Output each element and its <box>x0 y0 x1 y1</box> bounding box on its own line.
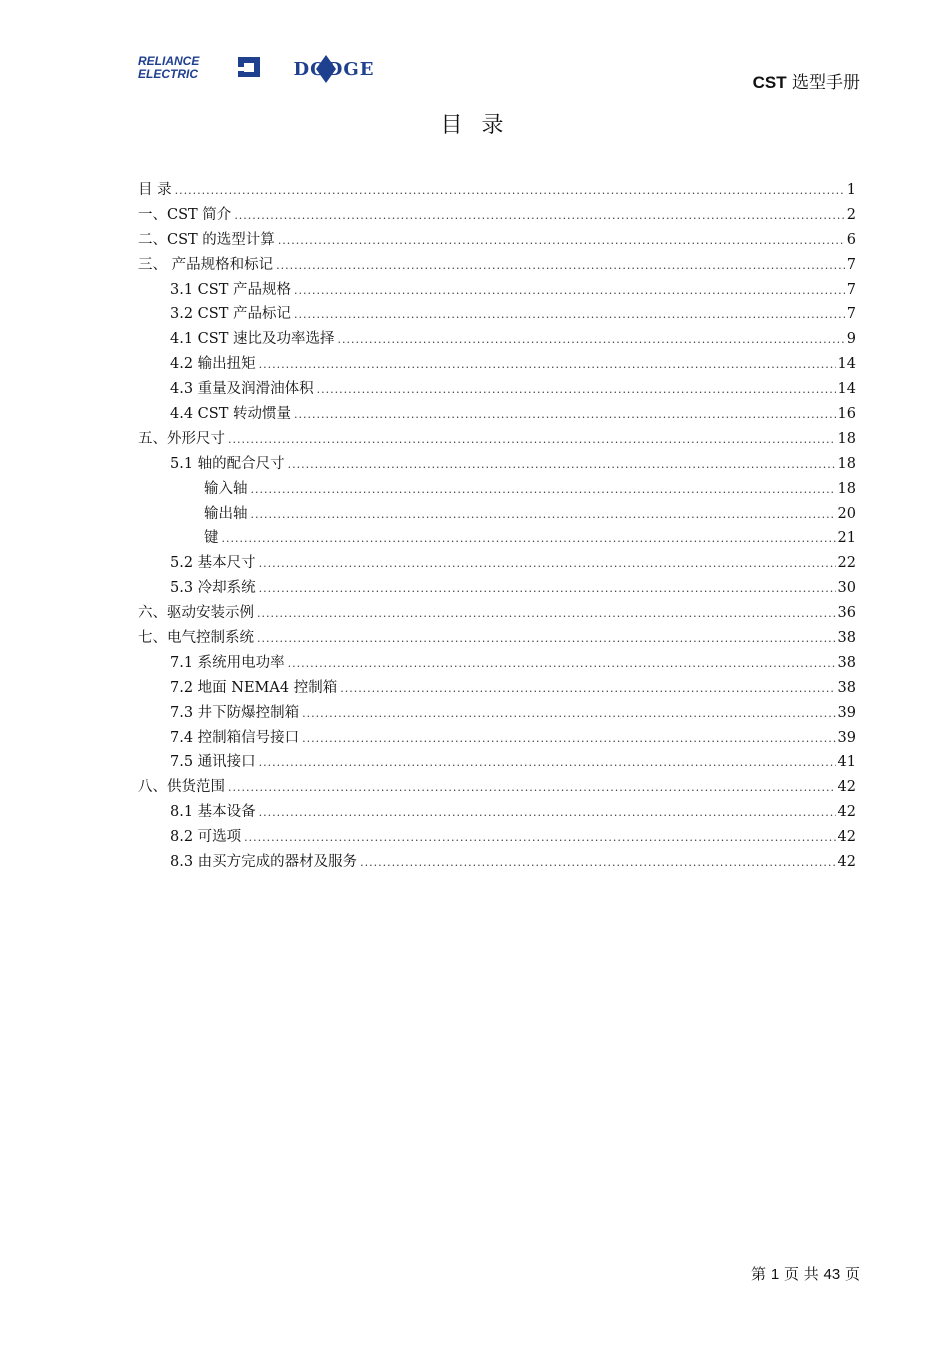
toc-entry-label: 二、CST 的选型计算 <box>138 231 275 248</box>
toc-dot-leader <box>251 508 836 521</box>
toc-dot-leader <box>175 184 845 197</box>
toc-entry-page: 7 <box>846 306 856 323</box>
toc-entry[interactable] <box>138 452 856 477</box>
toc-entry-page: 18 <box>837 455 856 472</box>
toc-entry[interactable] <box>138 526 856 551</box>
toc-entry-page: 18 <box>837 480 856 497</box>
toc-entry[interactable] <box>138 551 856 576</box>
toc-dot-leader <box>251 483 836 496</box>
toc-entry[interactable] <box>138 377 856 402</box>
toc-dot-leader <box>228 781 836 794</box>
toc-heading: 目 录 <box>440 113 510 138</box>
toc-dot-leader <box>257 632 836 645</box>
toc-entry[interactable] <box>138 676 856 701</box>
footer-page-number: 1 <box>770 1266 780 1283</box>
toc-entry-page: 39 <box>837 704 856 721</box>
toc-entry-page: 20 <box>837 505 856 522</box>
toc-entry-label: 8.2 可选项 <box>170 829 242 846</box>
toc-dot-leader <box>278 234 845 247</box>
toc-dot-leader <box>244 831 835 844</box>
toc-dot-leader <box>259 557 836 570</box>
dodge-logo-text: DODGE <box>293 59 375 80</box>
manual-title-cn: 选型手册 <box>792 73 860 93</box>
toc-entry-page: 41 <box>837 754 856 771</box>
toc-entry-page: 7 <box>846 256 856 273</box>
toc-entry[interactable] <box>138 576 856 601</box>
toc-entry[interactable] <box>138 726 856 751</box>
toc-entry-label: 5.2 基本尺寸 <box>170 555 256 572</box>
toc-dot-leader <box>302 732 835 745</box>
toc-entry-label: 八、供货范围 <box>138 779 225 796</box>
toc-entry-page: 39 <box>837 729 856 746</box>
toc-entry[interactable] <box>138 775 856 800</box>
toc-entry-label: 五、外形尺寸 <box>138 430 225 447</box>
toc-dot-leader <box>228 433 836 446</box>
toc-entry-page: 38 <box>837 630 856 647</box>
footer-prefix: 第 <box>751 1265 767 1283</box>
toc-entry-page: 21 <box>837 530 856 547</box>
footer-mid: 页 共 <box>783 1265 819 1283</box>
toc-entry[interactable] <box>138 302 856 327</box>
toc-entry[interactable] <box>138 427 856 452</box>
toc-entry-page: 30 <box>837 580 856 597</box>
toc-entry-label: 七、电气控制系统 <box>138 630 254 647</box>
toc-entry-page: 38 <box>837 654 856 671</box>
reliance-electric-logo <box>138 54 262 80</box>
toc-entry[interactable] <box>138 278 856 303</box>
toc-entry-label: 键 <box>204 530 219 547</box>
toc-entry-label: 4.2 输出扭矩 <box>170 356 256 373</box>
toc-entry-label: 5.3 冷却系统 <box>170 580 256 597</box>
toc-entry[interactable] <box>138 626 856 651</box>
toc-dot-leader <box>259 582 836 595</box>
toc-entry-label: 7.4 控制箱信号接口 <box>170 729 300 746</box>
toc-entry-page: 1 <box>846 182 856 198</box>
toc-dot-leader <box>302 707 835 720</box>
toc-dot-leader <box>257 607 836 620</box>
toc-entry[interactable] <box>138 601 856 626</box>
toc-entry[interactable] <box>138 750 856 775</box>
toc-entry-page: 6 <box>846 231 856 248</box>
toc-entry-page: 42 <box>837 829 856 846</box>
toc-dot-leader <box>276 259 845 272</box>
toc-dot-leader <box>360 856 835 869</box>
toc-entry-page: 42 <box>837 854 856 871</box>
toc-entry[interactable] <box>138 701 856 726</box>
toc-dot-leader <box>222 532 836 545</box>
toc-entry[interactable] <box>138 352 856 377</box>
toc-dot-leader <box>259 358 836 371</box>
toc-entry-label: 8.1 基本设备 <box>170 804 256 821</box>
toc-entry-label: 7.3 井下防爆控制箱 <box>170 704 300 721</box>
toc-entry-label: 六、驱动安装示例 <box>138 605 254 622</box>
toc-entry[interactable] <box>138 800 856 825</box>
toc-entry-label: 4.3 重量及润滑油体积 <box>170 381 314 398</box>
toc-dot-leader <box>259 756 836 769</box>
toc-entry-label: 3.1 CST 产品规格 <box>170 281 291 298</box>
toc-entry-label: 输出轴 <box>204 505 248 522</box>
toc-entry-page: 38 <box>837 679 856 696</box>
toc-dot-leader <box>317 383 836 396</box>
toc-entry[interactable] <box>138 651 856 676</box>
toc-entry-label: 4.4 CST 转动惯量 <box>170 406 291 423</box>
toc-dot-leader <box>288 458 836 471</box>
toc-dot-leader <box>259 806 836 819</box>
toc-entry[interactable] <box>138 228 856 253</box>
toc-entry-page: 14 <box>837 381 856 398</box>
toc-dot-leader <box>337 333 844 346</box>
toc-entry[interactable] <box>138 825 856 850</box>
toc-entry-page: 22 <box>837 555 856 572</box>
toc-entry-label: 3.2 CST 产品标记 <box>170 306 291 323</box>
toc-entry[interactable] <box>138 327 856 352</box>
toc-entry-label: 一、CST 简介 <box>138 206 232 223</box>
toc-entry-label: 4.1 CST 速比及功率选择 <box>170 331 335 348</box>
toc-entry[interactable] <box>138 850 856 875</box>
toc-entry-label: 三、 产品规格和标记 <box>138 256 274 273</box>
footer-total-pages: 43 <box>823 1266 841 1283</box>
table-of-contents <box>138 178 856 875</box>
toc-entry-page: 14 <box>837 356 856 373</box>
toc-dot-leader <box>340 682 835 695</box>
page-footer <box>751 1263 860 1284</box>
toc-entry-label: 8.3 由买方完成的器材及服务 <box>170 854 358 871</box>
toc-entry[interactable] <box>138 178 856 203</box>
toc-entry[interactable] <box>138 502 856 527</box>
toc-entry[interactable] <box>138 402 856 427</box>
toc-entry-page: 7 <box>846 281 856 298</box>
toc-entry-label: 输入轴 <box>204 480 248 497</box>
toc-dot-leader <box>294 284 845 297</box>
toc-dot-leader <box>294 408 836 421</box>
toc-entry-page: 2 <box>846 206 856 223</box>
toc-entry-label: 目 录 <box>138 182 172 198</box>
reliance-logo-line1: RELIANCE <box>138 54 200 68</box>
toc-entry-page: 16 <box>837 406 856 423</box>
toc-entry-page: 36 <box>837 605 856 622</box>
toc-entry-label: 7.1 系统用电功率 <box>170 654 285 671</box>
reliance-logo-line2: ELECTRIC <box>138 67 198 80</box>
toc-dot-leader <box>234 209 844 222</box>
manual-title <box>753 68 860 93</box>
toc-entry-label: 7.2 地面 NEMA4 控制箱 <box>170 679 338 696</box>
toc-dot-leader <box>288 657 836 670</box>
toc-entry[interactable] <box>138 477 856 502</box>
toc-entry-page: 18 <box>837 430 856 447</box>
toc-entry-page: 42 <box>837 804 856 821</box>
toc-entry-label: 7.5 通讯接口 <box>170 754 256 771</box>
toc-entry-label: 5.1 轴的配合尺寸 <box>170 455 285 472</box>
toc-entry[interactable] <box>138 253 856 278</box>
toc-dot-leader <box>294 308 845 321</box>
footer-suffix: 页 <box>844 1265 860 1283</box>
toc-entry-page: 9 <box>846 331 856 348</box>
dodge-logo <box>278 54 390 84</box>
page-header <box>138 54 860 96</box>
manual-title-latin: CST <box>752 73 787 92</box>
toc-entry[interactable] <box>138 203 856 228</box>
toc-entry-page: 42 <box>837 779 856 796</box>
